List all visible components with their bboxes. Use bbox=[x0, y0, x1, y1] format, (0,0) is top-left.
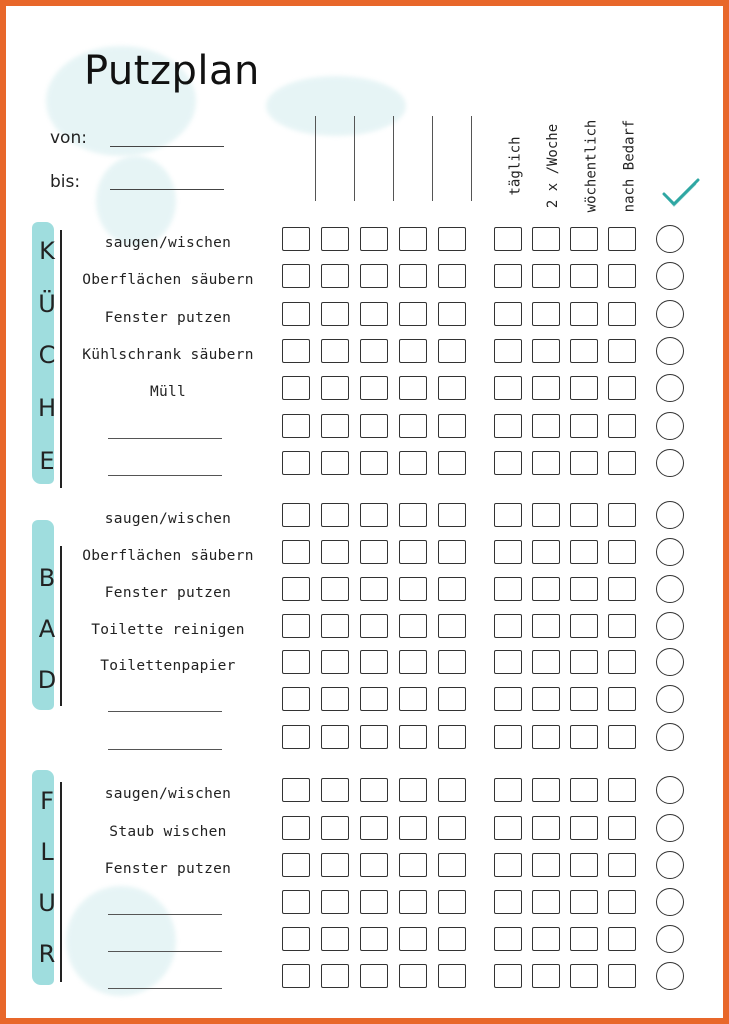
done-circle[interactable] bbox=[656, 814, 684, 842]
date-checkbox[interactable] bbox=[321, 687, 349, 711]
room-letter: E bbox=[39, 447, 55, 475]
frequency-checkbox[interactable] bbox=[570, 816, 598, 840]
date-checkbox[interactable] bbox=[321, 264, 349, 288]
frequency-checkbox[interactable] bbox=[532, 853, 560, 877]
date-checkbox[interactable] bbox=[438, 890, 466, 914]
date-checkbox[interactable] bbox=[282, 302, 310, 326]
frequency-checkbox[interactable] bbox=[570, 853, 598, 877]
date-column-line[interactable] bbox=[315, 116, 316, 201]
checkmark-icon bbox=[660, 176, 700, 216]
frequency-checkbox[interactable] bbox=[494, 302, 522, 326]
date-checkbox[interactable] bbox=[360, 577, 388, 601]
frequency-checkbox[interactable] bbox=[608, 376, 636, 400]
done-circle[interactable] bbox=[656, 262, 684, 290]
frequency-checkbox[interactable] bbox=[608, 451, 636, 475]
date-column-line[interactable] bbox=[432, 116, 433, 201]
frequency-checkbox[interactable] bbox=[494, 376, 522, 400]
room-letter: A bbox=[38, 615, 56, 643]
date-checkbox[interactable] bbox=[399, 503, 427, 527]
room-letter: H bbox=[37, 394, 57, 422]
date-checkbox[interactable] bbox=[438, 264, 466, 288]
done-circle[interactable] bbox=[656, 412, 684, 440]
date-checkbox[interactable] bbox=[321, 927, 349, 951]
date-checkbox[interactable] bbox=[282, 816, 310, 840]
date-checkbox[interactable] bbox=[282, 890, 310, 914]
date-checkbox[interactable] bbox=[282, 414, 310, 438]
done-circle[interactable] bbox=[656, 888, 684, 916]
frequency-checkbox[interactable] bbox=[608, 853, 636, 877]
date-checkbox[interactable] bbox=[321, 725, 349, 749]
task-label: Toilette reinigen bbox=[91, 622, 245, 638]
date-checkbox[interactable] bbox=[282, 264, 310, 288]
room-letter: R bbox=[38, 940, 56, 968]
date-checkbox[interactable] bbox=[360, 927, 388, 951]
date-checkbox[interactable] bbox=[399, 414, 427, 438]
room-letter: D bbox=[37, 666, 57, 694]
frequency-checkbox[interactable] bbox=[608, 264, 636, 288]
date-checkbox[interactable] bbox=[282, 451, 310, 475]
date-checkbox[interactable] bbox=[360, 540, 388, 564]
frequency-checkbox[interactable] bbox=[532, 577, 560, 601]
from-label: von: bbox=[50, 128, 87, 148]
frequency-checkbox[interactable] bbox=[608, 890, 636, 914]
frequency-checkbox[interactable] bbox=[608, 725, 636, 749]
frequency-checkbox[interactable] bbox=[532, 339, 560, 363]
date-checkbox[interactable] bbox=[399, 964, 427, 988]
frequency-checkbox[interactable] bbox=[570, 725, 598, 749]
frequency-checkbox[interactable] bbox=[494, 687, 522, 711]
date-checkbox[interactable] bbox=[438, 376, 466, 400]
frequency-checkbox[interactable] bbox=[570, 964, 598, 988]
frequency-checkbox[interactable] bbox=[494, 577, 522, 601]
frequency-checkbox[interactable] bbox=[608, 302, 636, 326]
frequency-checkbox[interactable] bbox=[494, 890, 522, 914]
task-label: saugen/wischen bbox=[104, 786, 232, 802]
frequency-checkbox[interactable] bbox=[494, 964, 522, 988]
frequency-checkbox[interactable] bbox=[608, 614, 636, 638]
date-checkbox[interactable] bbox=[321, 339, 349, 363]
date-checkbox[interactable] bbox=[438, 964, 466, 988]
date-checkbox[interactable] bbox=[321, 540, 349, 564]
task-label: saugen/wischen bbox=[104, 511, 232, 527]
task-blank-line[interactable] bbox=[108, 749, 222, 750]
done-circle[interactable] bbox=[656, 575, 684, 603]
frequency-checkbox[interactable] bbox=[608, 540, 636, 564]
date-checkbox[interactable] bbox=[360, 816, 388, 840]
frequency-checkbox[interactable] bbox=[608, 778, 636, 802]
done-circle[interactable] bbox=[656, 962, 684, 990]
task-blank-line[interactable] bbox=[108, 988, 222, 989]
done-circle[interactable] bbox=[656, 501, 684, 529]
frequency-checkbox[interactable] bbox=[494, 503, 522, 527]
frequency-checkbox[interactable] bbox=[570, 577, 598, 601]
date-checkbox[interactable] bbox=[360, 451, 388, 475]
frequency-checkbox[interactable] bbox=[608, 227, 636, 251]
frequency-checkbox[interactable] bbox=[570, 650, 598, 674]
frequency-checkbox[interactable] bbox=[570, 687, 598, 711]
done-circle[interactable] bbox=[656, 685, 684, 713]
date-checkbox[interactable] bbox=[438, 577, 466, 601]
frequency-checkbox[interactable] bbox=[494, 614, 522, 638]
watercolor-splash bbox=[66, 886, 176, 996]
frequency-checkbox[interactable] bbox=[532, 964, 560, 988]
date-checkbox[interactable] bbox=[282, 540, 310, 564]
task-label: Kühlschrank säubern bbox=[82, 347, 254, 363]
done-circle[interactable] bbox=[656, 337, 684, 365]
frequency-checkbox[interactable] bbox=[570, 540, 598, 564]
date-checkbox[interactable] bbox=[321, 778, 349, 802]
frequency-checkbox[interactable] bbox=[608, 414, 636, 438]
room-letter: U bbox=[38, 889, 56, 917]
room-letter: F bbox=[40, 787, 54, 815]
task-label: saugen/wischen bbox=[104, 235, 232, 251]
watercolor-splash bbox=[266, 76, 406, 136]
frequency-checkbox[interactable] bbox=[570, 227, 598, 251]
frequency-checkbox[interactable] bbox=[494, 414, 522, 438]
frequency-checkbox[interactable] bbox=[494, 650, 522, 674]
frequency-checkbox[interactable] bbox=[608, 339, 636, 363]
date-checkbox[interactable] bbox=[282, 853, 310, 877]
to-label: bis: bbox=[50, 172, 81, 192]
frequency-checkbox[interactable] bbox=[494, 540, 522, 564]
date-checkbox[interactable] bbox=[360, 964, 388, 988]
frequency-checkbox[interactable] bbox=[494, 778, 522, 802]
date-checkbox[interactable] bbox=[282, 687, 310, 711]
from-input-line[interactable] bbox=[110, 146, 224, 147]
frequency-header-weekly: wöchentlich bbox=[583, 119, 599, 213]
room-letter: B bbox=[38, 564, 56, 592]
frequency-checkbox[interactable] bbox=[570, 614, 598, 638]
date-checkbox[interactable] bbox=[321, 816, 349, 840]
date-checkbox[interactable] bbox=[438, 451, 466, 475]
date-column-line[interactable] bbox=[393, 116, 394, 201]
date-checkbox[interactable] bbox=[399, 451, 427, 475]
frequency-checkbox[interactable] bbox=[608, 964, 636, 988]
date-checkbox[interactable] bbox=[399, 264, 427, 288]
date-checkbox[interactable] bbox=[360, 650, 388, 674]
date-checkbox[interactable] bbox=[438, 540, 466, 564]
done-circle[interactable] bbox=[656, 925, 684, 953]
frequency-checkbox[interactable] bbox=[532, 302, 560, 326]
date-checkbox[interactable] bbox=[360, 725, 388, 749]
done-circle[interactable] bbox=[656, 374, 684, 402]
task-label: Fenster putzen bbox=[104, 861, 232, 877]
date-checkbox[interactable] bbox=[360, 687, 388, 711]
date-checkbox[interactable] bbox=[282, 778, 310, 802]
date-checkbox[interactable] bbox=[399, 302, 427, 326]
frequency-checkbox[interactable] bbox=[570, 302, 598, 326]
done-circle[interactable] bbox=[656, 612, 684, 640]
frequency-checkbox[interactable] bbox=[532, 816, 560, 840]
task-label: Fenster putzen bbox=[104, 585, 232, 601]
frequency-checkbox[interactable] bbox=[570, 376, 598, 400]
date-checkbox[interactable] bbox=[321, 650, 349, 674]
done-circle[interactable] bbox=[656, 776, 684, 804]
frequency-checkbox[interactable] bbox=[532, 227, 560, 251]
frequency-checkbox[interactable] bbox=[570, 414, 598, 438]
date-checkbox[interactable] bbox=[282, 927, 310, 951]
frequency-checkbox[interactable] bbox=[494, 816, 522, 840]
frequency-checkbox[interactable] bbox=[494, 339, 522, 363]
date-checkbox[interactable] bbox=[399, 725, 427, 749]
date-checkbox[interactable] bbox=[282, 964, 310, 988]
frequency-checkbox[interactable] bbox=[532, 264, 560, 288]
frequency-checkbox[interactable] bbox=[532, 778, 560, 802]
task-blank-line[interactable] bbox=[108, 711, 222, 712]
frequency-checkbox[interactable] bbox=[494, 451, 522, 475]
date-checkbox[interactable] bbox=[399, 577, 427, 601]
frequency-checkbox[interactable] bbox=[608, 816, 636, 840]
frequency-checkbox[interactable] bbox=[570, 339, 598, 363]
date-checkbox[interactable] bbox=[321, 614, 349, 638]
date-checkbox[interactable] bbox=[321, 451, 349, 475]
date-checkbox[interactable] bbox=[360, 376, 388, 400]
date-checkbox[interactable] bbox=[438, 503, 466, 527]
date-checkbox[interactable] bbox=[438, 614, 466, 638]
done-circle[interactable] bbox=[656, 449, 684, 477]
task-blank-line[interactable] bbox=[108, 914, 222, 915]
frequency-checkbox[interactable] bbox=[570, 503, 598, 527]
frequency-checkbox[interactable] bbox=[532, 927, 560, 951]
date-checkbox[interactable] bbox=[282, 376, 310, 400]
date-checkbox[interactable] bbox=[438, 339, 466, 363]
date-checkbox[interactable] bbox=[282, 339, 310, 363]
date-checkbox[interactable] bbox=[438, 650, 466, 674]
date-checkbox[interactable] bbox=[360, 853, 388, 877]
date-checkbox[interactable] bbox=[321, 414, 349, 438]
frequency-checkbox[interactable] bbox=[532, 540, 560, 564]
date-checkbox[interactable] bbox=[399, 890, 427, 914]
room-letter: C bbox=[38, 341, 56, 369]
done-circle[interactable] bbox=[656, 538, 684, 566]
date-checkbox[interactable] bbox=[360, 614, 388, 638]
task-blank-line[interactable] bbox=[108, 951, 222, 952]
date-checkbox[interactable] bbox=[399, 376, 427, 400]
date-checkbox[interactable] bbox=[321, 890, 349, 914]
frequency-checkbox[interactable] bbox=[494, 227, 522, 251]
date-checkbox[interactable] bbox=[282, 503, 310, 527]
to-input-line[interactable] bbox=[110, 189, 224, 190]
date-column-line[interactable] bbox=[354, 116, 355, 201]
date-checkbox[interactable] bbox=[321, 302, 349, 326]
date-checkbox[interactable] bbox=[282, 227, 310, 251]
frequency-checkbox[interactable] bbox=[532, 414, 560, 438]
frequency-header-twice-weekly: 2 x /Woche bbox=[545, 123, 562, 209]
frequency-header-as-needed: nach Bedarf bbox=[621, 119, 637, 213]
frequency-header-daily: täglich bbox=[507, 136, 524, 196]
room-letter: K bbox=[39, 237, 55, 265]
room-letter: Ü bbox=[38, 290, 56, 318]
date-checkbox[interactable] bbox=[438, 778, 466, 802]
frequency-checkbox[interactable] bbox=[532, 687, 560, 711]
cleaning-plan-sheet bbox=[6, 6, 723, 1018]
date-checkbox[interactable] bbox=[399, 816, 427, 840]
date-checkbox[interactable] bbox=[321, 227, 349, 251]
date-checkbox[interactable] bbox=[438, 687, 466, 711]
frequency-checkbox[interactable] bbox=[532, 451, 560, 475]
date-checkbox[interactable] bbox=[282, 577, 310, 601]
frequency-checkbox[interactable] bbox=[494, 725, 522, 749]
date-checkbox[interactable] bbox=[399, 778, 427, 802]
done-circle[interactable] bbox=[656, 723, 684, 751]
date-checkbox[interactable] bbox=[321, 853, 349, 877]
date-checkbox[interactable] bbox=[438, 227, 466, 251]
task-label: Müll bbox=[149, 384, 187, 400]
frequency-checkbox[interactable] bbox=[608, 927, 636, 951]
page-title: Putzplan bbox=[84, 48, 260, 94]
done-circle[interactable] bbox=[656, 851, 684, 879]
done-circle[interactable] bbox=[656, 300, 684, 328]
task-label: Toilettenpapier bbox=[100, 658, 236, 674]
date-checkbox[interactable] bbox=[399, 853, 427, 877]
task-label: Oberflächen säubern bbox=[82, 272, 254, 288]
date-checkbox[interactable] bbox=[321, 503, 349, 527]
done-circle[interactable] bbox=[656, 648, 684, 676]
date-checkbox[interactable] bbox=[438, 725, 466, 749]
frequency-checkbox[interactable] bbox=[608, 650, 636, 674]
date-checkbox[interactable] bbox=[438, 816, 466, 840]
date-checkbox[interactable] bbox=[360, 778, 388, 802]
watercolor-splash bbox=[96, 156, 176, 246]
frequency-checkbox[interactable] bbox=[570, 778, 598, 802]
date-checkbox[interactable] bbox=[399, 650, 427, 674]
date-checkbox[interactable] bbox=[399, 614, 427, 638]
frequency-checkbox[interactable] bbox=[532, 614, 560, 638]
frequency-checkbox[interactable] bbox=[570, 927, 598, 951]
frequency-checkbox[interactable] bbox=[608, 687, 636, 711]
frequency-checkbox[interactable] bbox=[532, 376, 560, 400]
frequency-checkbox[interactable] bbox=[494, 927, 522, 951]
date-checkbox[interactable] bbox=[399, 540, 427, 564]
date-checkbox[interactable] bbox=[360, 503, 388, 527]
date-checkbox[interactable] bbox=[399, 687, 427, 711]
date-checkbox[interactable] bbox=[282, 614, 310, 638]
task-blank-line[interactable] bbox=[108, 475, 222, 476]
task-blank-line[interactable] bbox=[108, 438, 222, 439]
room-letter: L bbox=[40, 838, 54, 866]
date-checkbox[interactable] bbox=[438, 927, 466, 951]
date-checkbox[interactable] bbox=[321, 577, 349, 601]
frequency-checkbox[interactable] bbox=[608, 503, 636, 527]
frequency-checkbox[interactable] bbox=[532, 890, 560, 914]
task-label: Oberflächen säubern bbox=[82, 548, 254, 564]
date-checkbox[interactable] bbox=[282, 650, 310, 674]
date-checkbox[interactable] bbox=[399, 339, 427, 363]
frequency-checkbox[interactable] bbox=[532, 503, 560, 527]
frequency-checkbox[interactable] bbox=[570, 264, 598, 288]
date-checkbox[interactable] bbox=[360, 890, 388, 914]
date-checkbox[interactable] bbox=[438, 302, 466, 326]
frequency-checkbox[interactable] bbox=[494, 264, 522, 288]
date-checkbox[interactable] bbox=[282, 725, 310, 749]
date-checkbox[interactable] bbox=[321, 964, 349, 988]
frequency-checkbox[interactable] bbox=[494, 853, 522, 877]
date-checkbox[interactable] bbox=[360, 227, 388, 251]
frequency-checkbox[interactable] bbox=[570, 451, 598, 475]
date-checkbox[interactable] bbox=[438, 853, 466, 877]
date-checkbox[interactable] bbox=[360, 414, 388, 438]
frequency-checkbox[interactable] bbox=[532, 650, 560, 674]
date-checkbox[interactable] bbox=[438, 414, 466, 438]
done-circle[interactable] bbox=[656, 225, 684, 253]
date-column-line[interactable] bbox=[471, 116, 472, 201]
task-label: Staub wischen bbox=[109, 824, 227, 840]
frequency-checkbox[interactable] bbox=[570, 890, 598, 914]
date-checkbox[interactable] bbox=[360, 339, 388, 363]
frequency-checkbox[interactable] bbox=[532, 725, 560, 749]
date-checkbox[interactable] bbox=[360, 264, 388, 288]
date-checkbox[interactable] bbox=[321, 376, 349, 400]
date-checkbox[interactable] bbox=[399, 227, 427, 251]
task-label: Fenster putzen bbox=[104, 310, 232, 326]
frequency-checkbox[interactable] bbox=[608, 577, 636, 601]
date-checkbox[interactable] bbox=[399, 927, 427, 951]
date-checkbox[interactable] bbox=[360, 302, 388, 326]
